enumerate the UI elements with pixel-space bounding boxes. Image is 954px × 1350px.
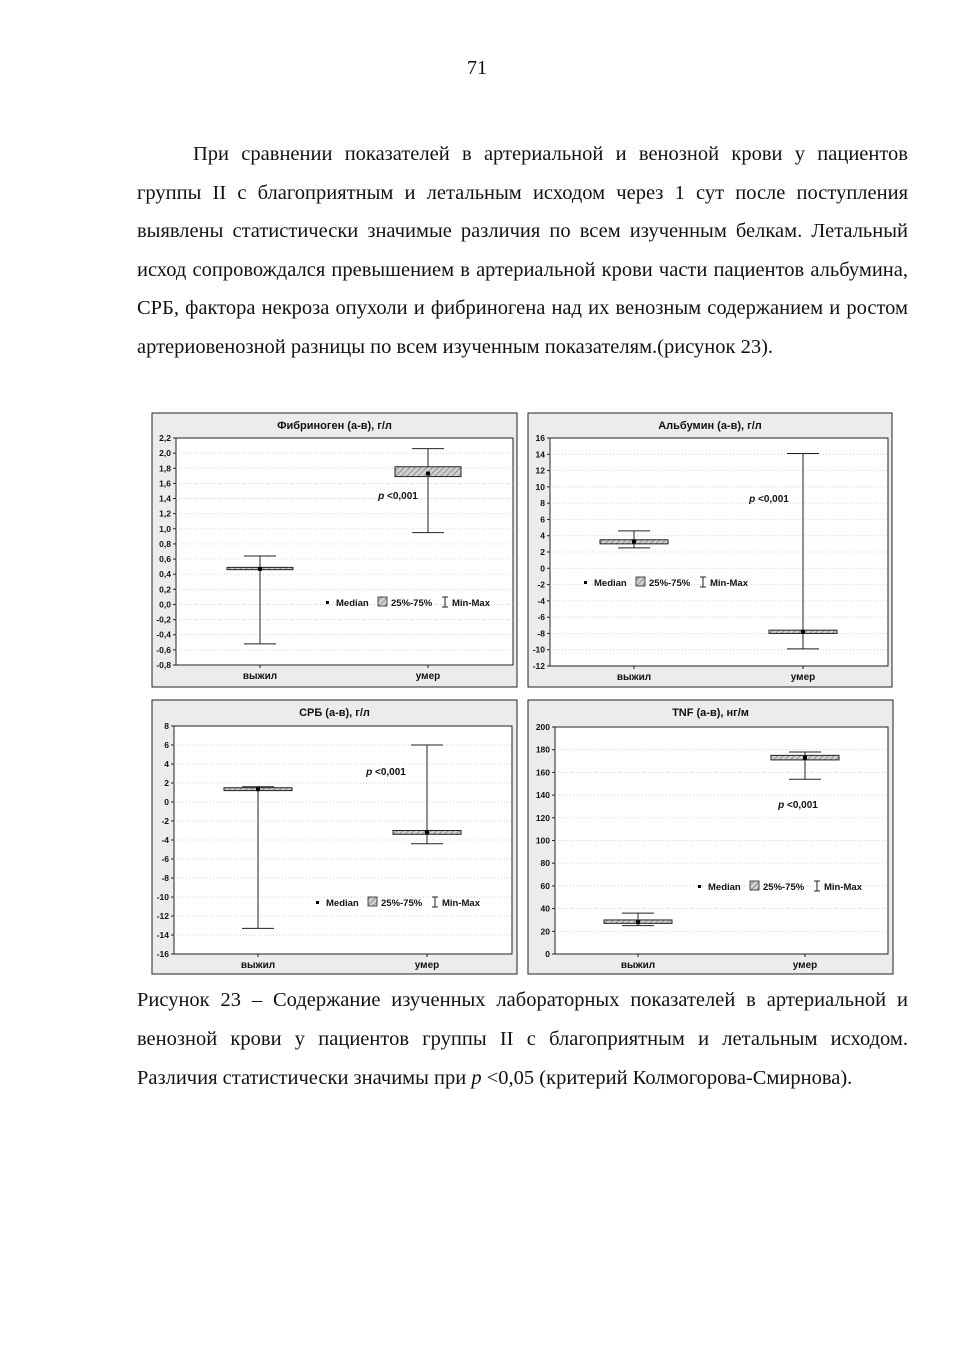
y-tick-label: -8 (161, 873, 169, 883)
legend (316, 897, 481, 909)
body-paragraph: При сравнении показателей в артериальной и венозной крови у пациентов группы II с благоприятным и летальным исходом через 1 сут после поступления выявлены статистически значимые различия по всем изученным белкам. Летальный исход сопровождался превышением в артериальной крови части пациентов альбумина, СРБ, фактора некроза опухоли и фибриногена над их венозным содержанием и ростом артериовенозной разницы по всем изученным показателям.(рисунок 23). (137, 143, 908, 358)
median-marker (801, 630, 805, 634)
y-tick-label: 0,0 (159, 599, 171, 610)
figure-caption (137, 981, 908, 1097)
y-tick-label: 100 (535, 835, 550, 846)
x-tick-label: выжил (616, 672, 652, 683)
y-tick-label: -4 (161, 835, 169, 845)
chart-title: СРБ (а-в), г/л (299, 707, 370, 719)
legend-median-label: Median (594, 578, 627, 589)
median-marker (256, 787, 260, 791)
chart-panel-1 (152, 413, 517, 687)
median-marker (636, 920, 640, 924)
chart-title: Фибриноген (а-в), г/л (277, 420, 392, 432)
y-tick-label: -8 (537, 628, 545, 639)
median-marker (425, 830, 429, 834)
y-tick-label: 10 (535, 481, 545, 492)
y-tick-label: 180 (535, 744, 550, 755)
legend-box-swatch (750, 881, 759, 890)
legend-box-label: 25%-75% (381, 898, 423, 909)
y-tick-label: -10 (156, 892, 169, 902)
y-tick-label: 60 (540, 880, 550, 891)
x-tick-label: умер (415, 671, 441, 682)
y-tick-label: 4 (540, 530, 545, 541)
legend (698, 881, 863, 893)
y-tick-label: 14 (535, 449, 545, 460)
y-tick-label: 80 (540, 858, 550, 869)
x-tick-label: выжил (242, 671, 278, 682)
y-tick-label: -6 (537, 612, 545, 623)
legend-box-label: 25%-75% (649, 578, 691, 589)
legend-whisker-label: Min-Max (452, 598, 490, 609)
y-tick-label: 1,8 (159, 463, 171, 474)
legend-box-swatch (368, 897, 377, 906)
y-tick-label: -10 (532, 644, 545, 655)
y-tick-label: 4 (164, 759, 169, 769)
y-tick-label: 1,6 (159, 478, 171, 489)
y-tick-label: -6 (161, 854, 169, 864)
y-tick-label: 0 (545, 949, 550, 959)
legend-box-label: 25%-75% (391, 598, 433, 609)
y-tick-label: -4 (537, 595, 545, 606)
y-tick-label: 12 (535, 465, 545, 476)
chart-panel-3 (152, 700, 517, 974)
y-tick-label: -0,8 (156, 660, 171, 670)
chart-panel-4 (528, 700, 893, 974)
y-tick-label: -0,4 (156, 629, 171, 640)
y-tick-label: 200 (535, 722, 550, 732)
y-tick-label: 2,0 (159, 448, 171, 459)
y-tick-label: 0 (164, 797, 169, 807)
legend (326, 597, 491, 609)
y-tick-label: 0,4 (159, 569, 171, 580)
legend-whisker-label: Min-Max (824, 882, 862, 893)
legend-whisker-label: Min-Max (442, 898, 480, 909)
legend-box-swatch (378, 597, 387, 606)
legend-whisker-label: Min-Max (710, 578, 748, 589)
legend-median-marker (316, 901, 319, 904)
legend (584, 577, 749, 589)
p-annotation: p <0,001 (778, 800, 818, 811)
y-tick-label: 1,2 (159, 508, 171, 519)
y-tick-label: 160 (535, 767, 550, 778)
y-tick-label: 0 (540, 563, 545, 574)
y-tick-label: 40 (540, 903, 550, 914)
y-tick-label: 2 (164, 778, 169, 788)
y-tick-label: 140 (535, 790, 550, 801)
y-tick-label: 6 (164, 740, 169, 750)
legend-median-marker (698, 885, 701, 888)
p-annotation: p <0,001 (749, 494, 789, 505)
y-tick-label: 20 (540, 926, 550, 937)
median-marker (426, 472, 430, 476)
legend-median-label: Median (708, 882, 741, 893)
legend-median-marker (584, 581, 587, 584)
y-tick-label: -14 (156, 930, 169, 940)
median-marker (258, 567, 262, 571)
y-tick-label: 8 (164, 721, 169, 731)
y-tick-label: -2 (537, 579, 545, 590)
y-tick-label: 8 (540, 498, 545, 509)
legend-median-marker (326, 601, 329, 604)
median-marker (632, 539, 636, 543)
x-tick-label: выжил (240, 960, 276, 971)
y-tick-label: -16 (156, 949, 169, 959)
y-tick-label: 6 (540, 514, 545, 525)
legend-box-label: 25%-75% (763, 882, 805, 893)
legend-box-swatch (636, 577, 645, 586)
p-annotation: p <0,001 (378, 491, 418, 502)
y-tick-label: 1,0 (159, 523, 171, 534)
chart-title: Альбумин (а-в), г/л (658, 420, 762, 432)
y-tick-label: 2 (540, 547, 545, 557)
chart-panel-2 (528, 413, 892, 687)
page-number: 71 (467, 57, 487, 79)
y-tick-label: -12 (532, 661, 545, 671)
x-tick-label: умер (790, 672, 816, 683)
caption-p-symbol: p (471, 1066, 482, 1089)
y-tick-label: -12 (156, 911, 169, 921)
y-tick-label: 16 (535, 433, 545, 443)
y-tick-label: -0,2 (156, 614, 171, 625)
median-marker (803, 756, 807, 760)
y-tick-label: 0,8 (159, 538, 171, 549)
y-tick-label: 0,2 (159, 584, 171, 595)
plot-area (176, 438, 513, 665)
p-annotation: p <0,001 (366, 767, 406, 778)
x-tick-label: умер (414, 960, 440, 971)
y-tick-label: 2,2 (159, 433, 171, 443)
x-tick-label: выжил (620, 960, 656, 971)
y-tick-label: 0,6 (159, 554, 171, 565)
chart-title: TNF (а-в), нг/м (672, 707, 749, 719)
legend-median-label: Median (326, 898, 359, 909)
y-tick-label: 1,4 (159, 493, 171, 504)
y-tick-label: -0,6 (156, 644, 171, 655)
x-tick-label: умер (792, 960, 818, 971)
y-tick-label: 120 (535, 812, 550, 823)
caption-text-after: <0,05 (критерий Колмогорова-Смирнова). (481, 1066, 853, 1089)
legend-median-label: Median (336, 598, 369, 609)
y-tick-label: -2 (161, 816, 169, 826)
caption-text-before: Рисунок 23 – Содержание изученных лабораторных показателей в артериальной и венозной крови у пациентов группы II с благоприятным и летальным исходом. Различия статистически значимы при (137, 989, 908, 1089)
